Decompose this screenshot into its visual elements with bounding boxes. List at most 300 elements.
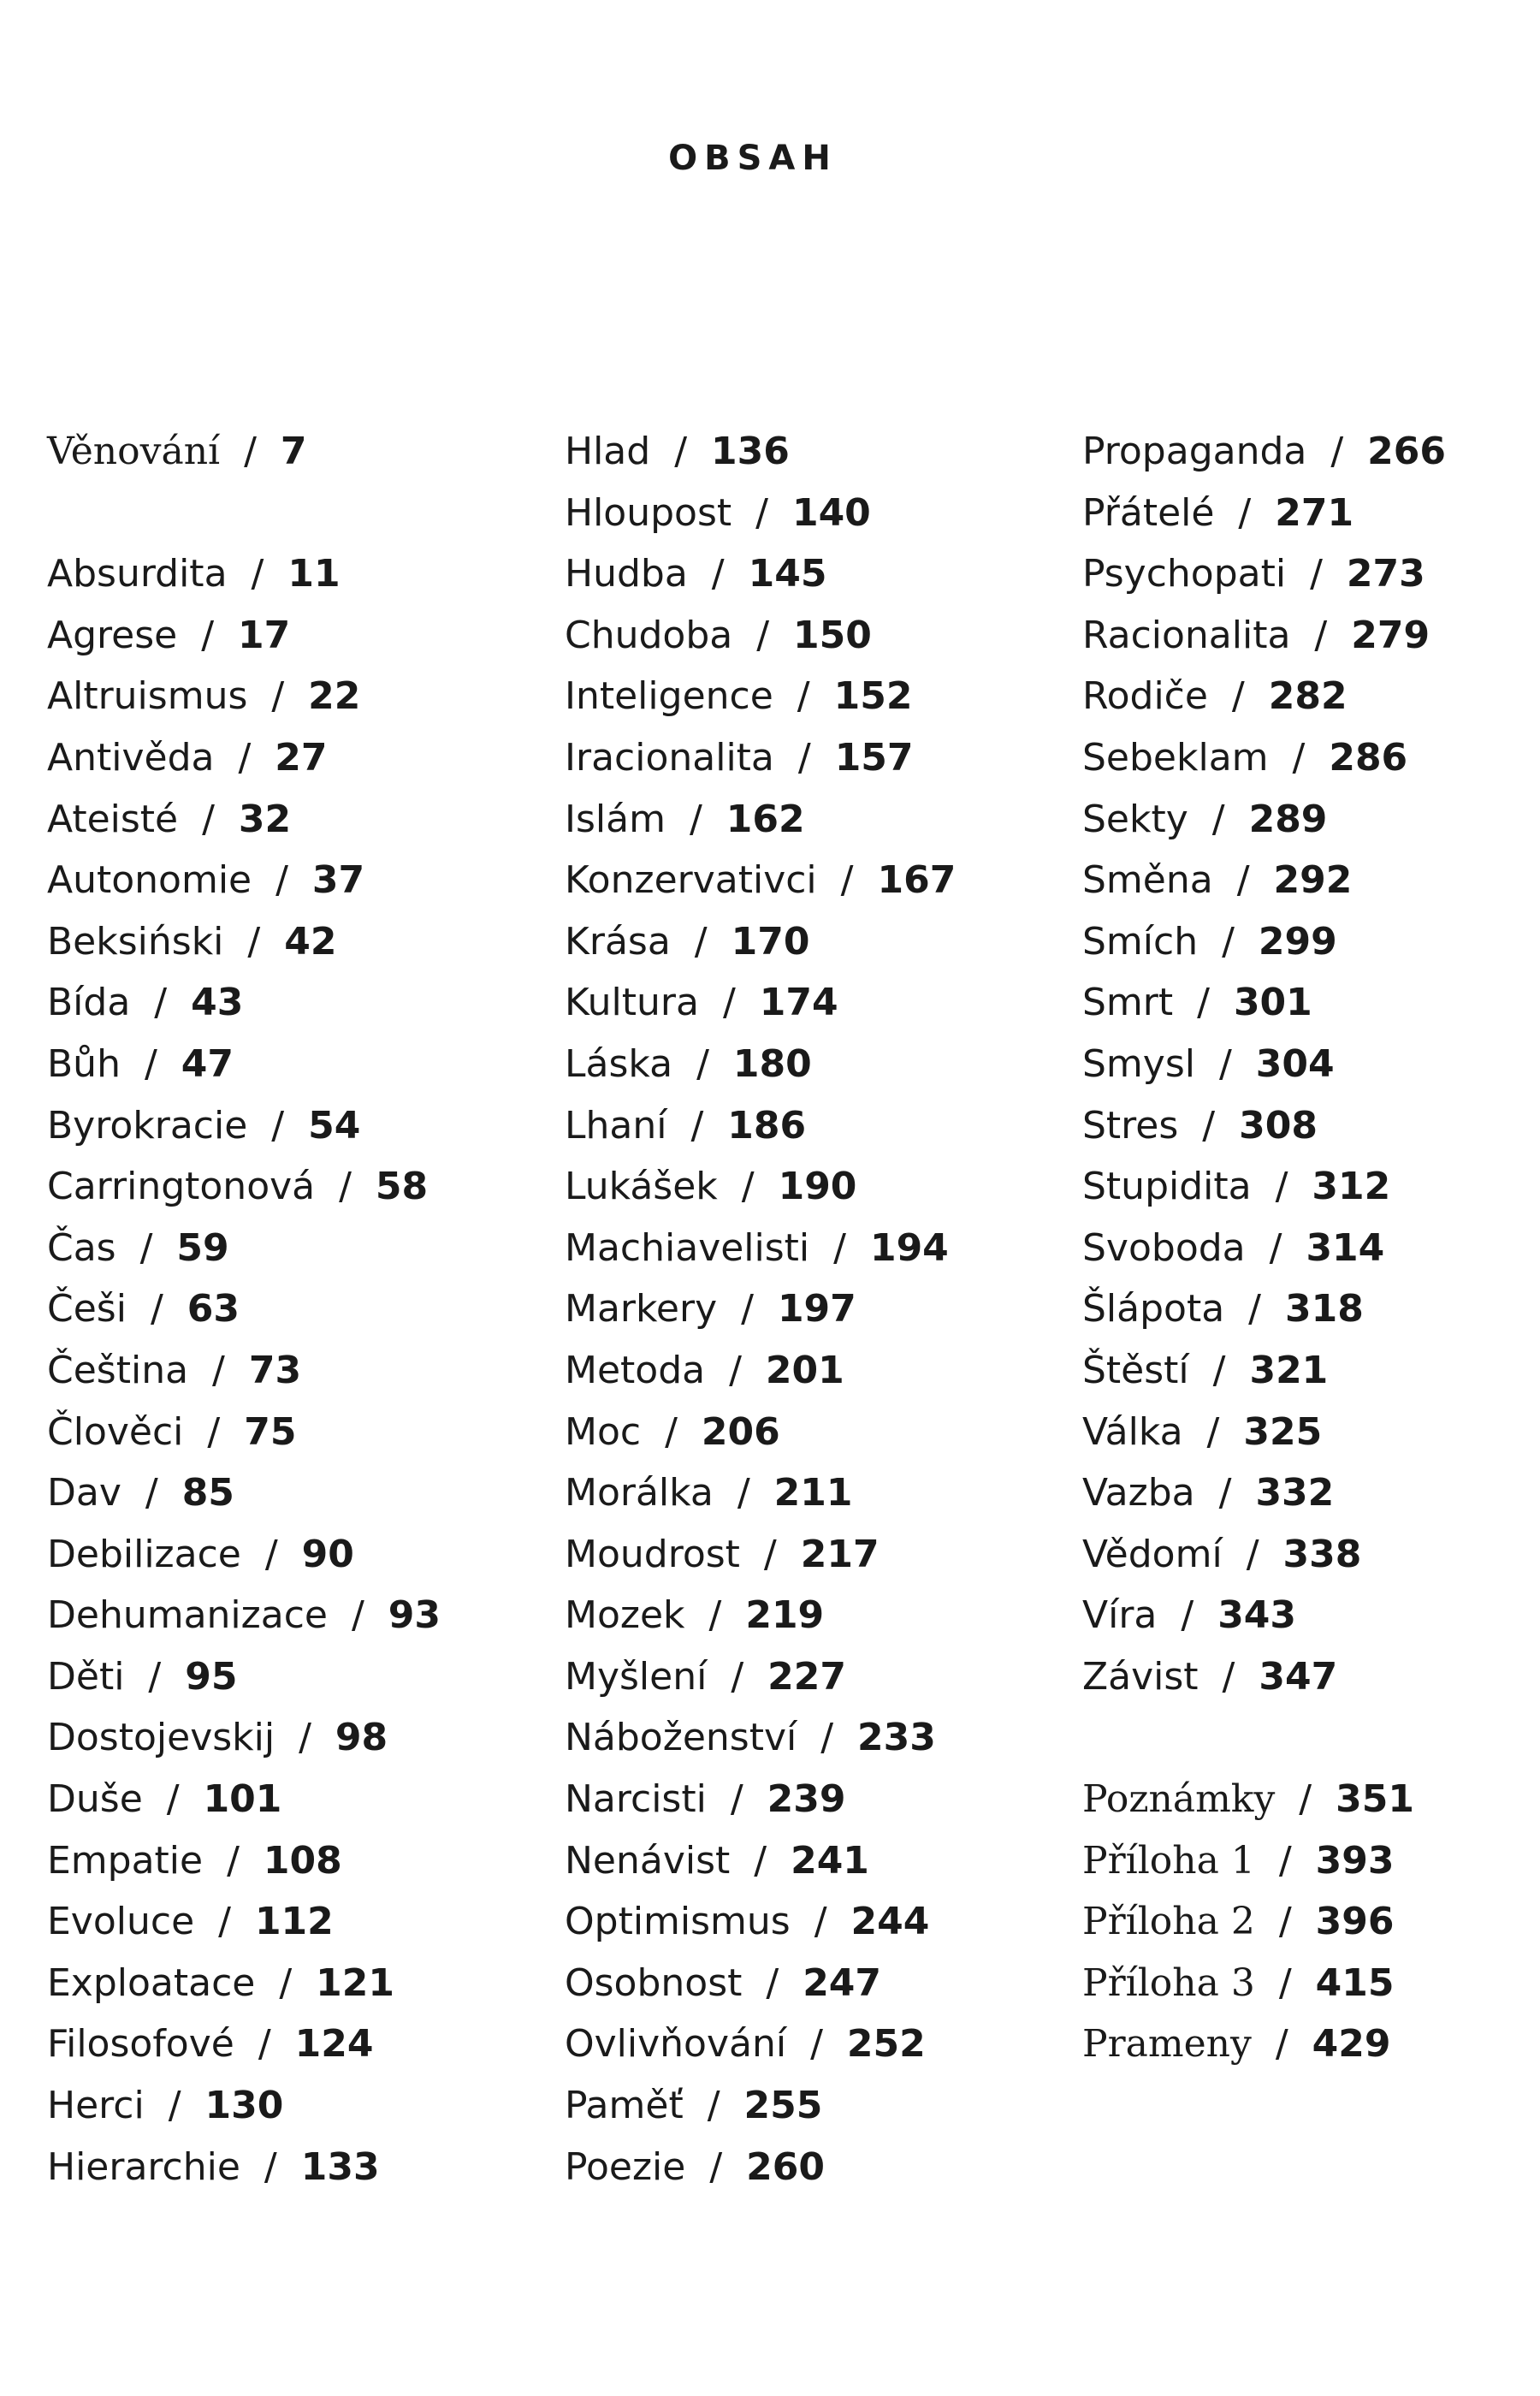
toc-column-3 bbox=[1082, 421, 1446, 2075]
toc-entry-label: Stres bbox=[1082, 1103, 1179, 1148]
toc-entry-page-number: 312 bbox=[1312, 1165, 1391, 1209]
toc-entry-separator: / bbox=[1314, 613, 1328, 657]
toc-entry-page-number: 59 bbox=[176, 1225, 229, 1270]
toc-entry-page-number: 247 bbox=[803, 1960, 882, 2005]
toc-entry[interactable] bbox=[47, 1891, 441, 1953]
toc-entry-separator: / bbox=[247, 919, 261, 964]
toc-entry-label: Příloha 3 bbox=[1082, 1960, 1255, 2005]
toc-entry-label: Kultura bbox=[565, 981, 699, 1025]
toc-entry-separator: / bbox=[810, 2022, 823, 2067]
toc-entry-label: Válka bbox=[1082, 1409, 1183, 1454]
toc-entry[interactable] bbox=[47, 1095, 441, 1157]
toc-entry[interactable] bbox=[1082, 1891, 1446, 1953]
toc-entry-page-number: 63 bbox=[187, 1287, 240, 1331]
toc-entry-page-number: 211 bbox=[773, 1471, 853, 1515]
toc-entry-page-number: 271 bbox=[1275, 490, 1354, 535]
toc-entry[interactable] bbox=[1082, 1278, 1446, 1340]
toc-entry-separator: / bbox=[708, 1593, 722, 1638]
toc-entry[interactable] bbox=[565, 666, 956, 727]
toc-entry-label: Lukášek bbox=[565, 1165, 718, 1209]
toc-entry-label: Hierarchie bbox=[47, 2144, 240, 2189]
toc-entry[interactable] bbox=[47, 789, 441, 851]
toc-entry-separator: / bbox=[207, 1409, 221, 1454]
toc-entry[interactable] bbox=[1082, 421, 1446, 483]
toc-entry[interactable] bbox=[1082, 543, 1446, 605]
toc-entry-separator: / bbox=[1330, 430, 1344, 473]
toc-entry[interactable] bbox=[1082, 1340, 1446, 1402]
toc-entry-label: Dehumanizace bbox=[47, 1593, 328, 1638]
toc-entry-label: Markery bbox=[565, 1287, 718, 1331]
toc-entry-page-number: 415 bbox=[1315, 1960, 1395, 2005]
toc-entry-separator: / bbox=[1212, 1348, 1226, 1392]
toc-entry[interactable] bbox=[565, 1769, 956, 1830]
toc-entry-separator: / bbox=[689, 797, 702, 841]
toc-entry[interactable] bbox=[47, 1034, 441, 1095]
toc-entry-label: Hudba bbox=[565, 552, 688, 596]
toc-entry-page-number: 43 bbox=[191, 981, 244, 1025]
toc-entry-page-number: 11 bbox=[287, 552, 341, 596]
toc-entry[interactable] bbox=[47, 2137, 441, 2198]
toc-entry-page-number: 255 bbox=[743, 2084, 823, 2128]
toc-entry[interactable] bbox=[565, 911, 956, 973]
toc-entry-separator: / bbox=[1292, 735, 1306, 780]
toc-entry-separator: / bbox=[1218, 1471, 1232, 1515]
toc-entry-label: Islám bbox=[565, 797, 666, 841]
toc-entry-separator: / bbox=[741, 1165, 755, 1209]
toc-entry-page-number: 112 bbox=[254, 1900, 334, 1944]
toc-entry[interactable] bbox=[565, 1218, 956, 1279]
toc-entry-page-number: 299 bbox=[1258, 919, 1337, 964]
toc-entry-label: Sekty bbox=[1082, 797, 1188, 841]
toc-entry-label: Racionalita bbox=[1082, 613, 1291, 657]
toc-entry-label: Psychopati bbox=[1082, 552, 1287, 596]
toc-entry-page-number: 301 bbox=[1233, 981, 1312, 1025]
toc-entry[interactable] bbox=[565, 1278, 956, 1340]
toc-entry-label: Machiavelisti bbox=[565, 1225, 810, 1270]
toc-entry-page-number: 393 bbox=[1315, 1838, 1395, 1883]
toc-entry-separator: / bbox=[694, 919, 708, 964]
toc-entry[interactable] bbox=[565, 2137, 956, 2198]
toc-entry-label: Stupidita bbox=[1082, 1165, 1252, 1209]
toc-entry[interactable] bbox=[565, 1585, 956, 1646]
toc-entry[interactable] bbox=[565, 1830, 956, 1892]
toc-entry-page-number: 308 bbox=[1239, 1103, 1318, 1148]
toc-entry-label: Filosofové bbox=[47, 2022, 234, 2067]
toc-entry-label: Smysl bbox=[1082, 1041, 1195, 1086]
toc-entry-page-number: 206 bbox=[701, 1409, 780, 1454]
toc-entry-label: Sebeklam bbox=[1082, 735, 1269, 780]
toc-entry-page-number: 95 bbox=[185, 1654, 238, 1699]
toc-entry-label: Věnování bbox=[47, 430, 221, 473]
toc-entry[interactable] bbox=[47, 850, 441, 911]
toc-entry[interactable] bbox=[1082, 2013, 1446, 2075]
toc-entry[interactable] bbox=[47, 1524, 441, 1586]
toc-entry-label: Vazba bbox=[1082, 1471, 1195, 1515]
toc-entry-page-number: 124 bbox=[294, 2022, 374, 2067]
toc-entry-separator: / bbox=[227, 1838, 240, 1883]
toc-entry-separator: / bbox=[1275, 1165, 1288, 1209]
toc-entry[interactable] bbox=[565, 727, 956, 789]
toc-entry-label: Čas bbox=[47, 1225, 116, 1270]
toc-entry-page-number: 289 bbox=[1248, 797, 1328, 841]
toc-entry-label: Poznámky bbox=[1082, 1777, 1276, 1822]
toc-entry-page-number: 241 bbox=[791, 1838, 869, 1883]
toc-entry-page-number: 150 bbox=[793, 613, 872, 657]
toc-entry-label: Hlad bbox=[565, 430, 651, 473]
toc-entry-page-number: 7 bbox=[280, 430, 307, 473]
toc-entry-label: Hloupost bbox=[565, 490, 732, 535]
toc-entry[interactable] bbox=[1082, 1095, 1446, 1157]
toc-entry-separator: / bbox=[1269, 1225, 1282, 1270]
toc-entry-page-number: 108 bbox=[263, 1838, 342, 1883]
toc-entry-page-number: 32 bbox=[238, 797, 292, 841]
toc-entry[interactable] bbox=[1082, 727, 1446, 789]
toc-entry-label: Autonomie bbox=[47, 858, 252, 903]
toc-entry-label: Paměť bbox=[565, 2084, 684, 2128]
toc-entry[interactable] bbox=[1082, 911, 1446, 973]
toc-entry-page-number: 186 bbox=[727, 1103, 807, 1148]
toc-entry-page-number: 282 bbox=[1268, 674, 1348, 719]
toc-entry-page-number: 292 bbox=[1273, 858, 1353, 903]
toc-entry-page-number: 152 bbox=[833, 674, 913, 719]
toc-entry-separator: / bbox=[351, 1593, 364, 1638]
toc-entry-page-number: 343 bbox=[1217, 1593, 1297, 1638]
toc-entry-label: Exploatace bbox=[47, 1960, 256, 2005]
toc-entry-separator: / bbox=[763, 1532, 777, 1576]
toc-entry-separator: / bbox=[1231, 674, 1245, 719]
toc-entry-label: Metoda bbox=[565, 1348, 706, 1392]
toc-entry-page-number: 121 bbox=[316, 1960, 395, 2005]
toc-entry-label: Byrokracie bbox=[47, 1103, 248, 1148]
toc-entry-page-number: 174 bbox=[759, 981, 838, 1025]
toc-entry-page-number: 27 bbox=[275, 735, 328, 780]
toc-entry[interactable] bbox=[1082, 666, 1446, 727]
toc-entry-label: Mozek bbox=[565, 1593, 685, 1638]
toc-entry-separator: / bbox=[271, 1103, 285, 1148]
toc-entry-separator: / bbox=[1202, 1103, 1216, 1148]
toc-entry[interactable] bbox=[1082, 850, 1446, 911]
toc-entry-separator: / bbox=[1275, 2022, 1288, 2067]
toc-entry[interactable] bbox=[565, 1095, 956, 1157]
toc-entry-page-number: 260 bbox=[746, 2144, 826, 2189]
toc-entry-label: Osobnost bbox=[565, 1960, 743, 2005]
toc-entry-separator: / bbox=[1278, 1960, 1292, 2005]
toc-entry-separator: / bbox=[218, 1900, 231, 1944]
toc-entry-page-number: 42 bbox=[284, 919, 337, 964]
toc-entry[interactable] bbox=[565, 972, 956, 1034]
toc-entry-label: Rodiče bbox=[1082, 674, 1208, 719]
toc-column-2 bbox=[565, 421, 956, 2197]
toc-entry[interactable] bbox=[565, 1462, 956, 1524]
toc-entry-page-number: 197 bbox=[777, 1287, 856, 1331]
toc-entry-label: Morálka bbox=[565, 1471, 714, 1515]
toc-entry-separator: / bbox=[707, 2084, 720, 2128]
toc-entry-page-number: 252 bbox=[846, 2022, 926, 2067]
toc-entry-separator: / bbox=[168, 2084, 181, 2128]
toc-entry-page-number: 140 bbox=[791, 490, 871, 535]
toc-entry-page-number: 73 bbox=[248, 1348, 302, 1392]
toc-entry-label: Herci bbox=[47, 2084, 145, 2128]
toc-entry[interactable] bbox=[565, 789, 956, 851]
toc-entry-page-number: 157 bbox=[834, 735, 914, 780]
toc-entry-label: Konzervativci bbox=[565, 858, 817, 903]
toc-entry-label: Šlápota bbox=[1082, 1287, 1225, 1331]
toc-entry[interactable] bbox=[47, 727, 441, 789]
toc-entry-separator: / bbox=[251, 552, 264, 596]
toc-entry-page-number: 429 bbox=[1312, 2022, 1391, 2067]
toc-entry-page-number: 90 bbox=[301, 1532, 354, 1576]
toc-entry-separator: / bbox=[1236, 858, 1250, 903]
toc-entry-label: Smích bbox=[1082, 919, 1199, 964]
toc-entry-separator: / bbox=[722, 981, 736, 1025]
toc-entry[interactable] bbox=[47, 1953, 441, 2014]
toc-entry[interactable] bbox=[47, 972, 441, 1034]
toc-entry-separator: / bbox=[1248, 1287, 1261, 1331]
toc-entry-separator: / bbox=[244, 430, 257, 473]
toc-entry-page-number: 314 bbox=[1306, 1225, 1385, 1270]
toc-entry-page-number: 279 bbox=[1351, 613, 1430, 657]
toc-entry-page-number: 351 bbox=[1336, 1777, 1414, 1822]
toc-entry-label: Chudoba bbox=[565, 613, 733, 657]
toc-entry-page-number: 194 bbox=[869, 1225, 949, 1270]
toc-entry[interactable] bbox=[47, 666, 441, 727]
toc-entry-label: Absurdita bbox=[47, 552, 228, 596]
toc-entry-page-number: 101 bbox=[203, 1777, 282, 1822]
toc-entry-page-number: 130 bbox=[204, 2084, 284, 2128]
toc-entry[interactable] bbox=[47, 421, 441, 483]
toc-entry-label: Poezie bbox=[565, 2144, 686, 2189]
toc-entry-separator: / bbox=[674, 430, 688, 473]
toc-entry[interactable] bbox=[1082, 1524, 1446, 1586]
toc-entry-label: Propaganda bbox=[1082, 430, 1307, 473]
toc-entry[interactable] bbox=[565, 1034, 956, 1095]
toc-entry-separator: / bbox=[154, 981, 168, 1025]
toc-entry[interactable] bbox=[47, 1646, 441, 1708]
toc-entry-page-number: 304 bbox=[1255, 1041, 1335, 1086]
toc-entry-label: Nenávist bbox=[565, 1838, 731, 1883]
toc-entry-separator: / bbox=[1310, 552, 1323, 596]
toc-entry-label: Beksiński bbox=[47, 919, 224, 964]
toc-entry-separator: / bbox=[833, 1225, 846, 1270]
toc-entry[interactable] bbox=[47, 605, 441, 667]
toc-entry-label: Člověci bbox=[47, 1409, 184, 1454]
toc-entry-page-number: 180 bbox=[732, 1041, 812, 1086]
toc-entry-separator: / bbox=[279, 1960, 293, 2005]
toc-entry[interactable] bbox=[565, 2075, 956, 2137]
toc-entry-separator: / bbox=[1246, 1532, 1259, 1576]
toc-entry[interactable] bbox=[1082, 1156, 1446, 1218]
toc-entry-label: Inteligence bbox=[565, 674, 773, 719]
toc-entry-separator: / bbox=[766, 1960, 779, 2005]
toc-entry-page-number: 266 bbox=[1367, 430, 1447, 473]
toc-entry-label: Děti bbox=[47, 1654, 125, 1699]
toc-entry[interactable] bbox=[47, 543, 441, 605]
toc-entry-separator: / bbox=[201, 613, 215, 657]
toc-entry-separator: / bbox=[275, 858, 288, 903]
toc-entry-separator: / bbox=[709, 2144, 723, 2189]
toc-entry[interactable] bbox=[47, 1278, 441, 1340]
toc-entry-label: Ateisté bbox=[47, 797, 179, 841]
toc-entry[interactable] bbox=[1082, 1218, 1446, 1279]
toc-entry-page-number: 347 bbox=[1259, 1654, 1338, 1699]
toc-entry-separator: / bbox=[148, 1654, 162, 1699]
toc-entry-label: Duše bbox=[47, 1777, 143, 1822]
toc-entry-separator: / bbox=[299, 1716, 311, 1760]
toc-entry-page-number: 233 bbox=[857, 1716, 936, 1760]
toc-entry-page-number: 273 bbox=[1346, 552, 1425, 596]
toc-entry-page-number: 58 bbox=[375, 1165, 429, 1209]
toc-entry-separator: / bbox=[756, 613, 770, 657]
toc-entry-page-number: 217 bbox=[800, 1532, 880, 1576]
toc-entry[interactable] bbox=[565, 1402, 956, 1463]
toc-entry[interactable] bbox=[47, 1156, 441, 1218]
toc-entry-page-number: 75 bbox=[244, 1409, 297, 1454]
toc-entry[interactable] bbox=[565, 1156, 956, 1218]
toc-entry-page-number: 325 bbox=[1243, 1409, 1323, 1454]
toc-entry-separator: / bbox=[729, 1348, 742, 1392]
toc-entry-page-number: 170 bbox=[731, 919, 810, 964]
toc-entry[interactable] bbox=[47, 1707, 441, 1769]
toc-entry-separator: / bbox=[840, 858, 854, 903]
toc-entry-label: Carringtonová bbox=[47, 1165, 316, 1209]
toc-entry[interactable] bbox=[565, 421, 956, 483]
toc-entry-page-number: 136 bbox=[711, 430, 790, 473]
toc-entry-page-number: 37 bbox=[311, 858, 365, 903]
toc-entry-separator: / bbox=[166, 1777, 180, 1822]
toc-entry[interactable] bbox=[565, 1524, 956, 1586]
toc-entry-page-number: 244 bbox=[850, 1900, 930, 1944]
toc-entry-separator: / bbox=[139, 1225, 153, 1270]
toc-entry-label: Moudrost bbox=[565, 1532, 740, 1576]
toc-entry-separator: / bbox=[264, 2144, 277, 2189]
toc-entry[interactable] bbox=[1082, 1830, 1446, 1892]
toc-spacer bbox=[1082, 1707, 1446, 1769]
toc-entry[interactable] bbox=[565, 605, 956, 667]
toc-entry-page-number: 47 bbox=[181, 1041, 234, 1086]
toc-entry[interactable] bbox=[1082, 972, 1446, 1034]
toc-entry[interactable] bbox=[47, 911, 441, 973]
toc-entry[interactable] bbox=[565, 1340, 956, 1402]
toc-entry-separator: / bbox=[690, 1103, 704, 1148]
toc-entry-separator: / bbox=[1211, 797, 1225, 841]
toc-entry[interactable] bbox=[565, 2013, 956, 2075]
toc-entry[interactable] bbox=[565, 1646, 956, 1708]
toc-entry-separator: / bbox=[1278, 1900, 1292, 1944]
toc-entry-label: Iracionalita bbox=[565, 735, 774, 780]
toc-entry-page-number: 22 bbox=[308, 674, 361, 719]
toc-entry[interactable] bbox=[1082, 483, 1446, 544]
toc-entry[interactable] bbox=[565, 543, 956, 605]
toc-entry-page-number: 318 bbox=[1284, 1287, 1364, 1331]
toc-entry-page-number: 98 bbox=[335, 1716, 388, 1760]
toc-entry-label: Debilizace bbox=[47, 1532, 241, 1576]
toc-entry[interactable] bbox=[1082, 1769, 1446, 1830]
toc-entry-label: Vědomí bbox=[1082, 1532, 1223, 1576]
toc-entry-separator: / bbox=[731, 1654, 744, 1699]
toc-entry[interactable] bbox=[47, 1340, 441, 1402]
toc-entry-label: Lhaní bbox=[565, 1103, 667, 1148]
toc-entry-separator: / bbox=[1181, 1593, 1194, 1638]
toc-entry[interactable] bbox=[1082, 1462, 1446, 1524]
toc-entry-page-number: 145 bbox=[748, 552, 827, 596]
toc-entry-page-number: 321 bbox=[1249, 1348, 1329, 1392]
toc-entry-separator: / bbox=[271, 674, 285, 719]
toc-entry[interactable] bbox=[1082, 1953, 1446, 2014]
toc-entry-label: Víra bbox=[1082, 1593, 1158, 1638]
toc-entry-separator: / bbox=[741, 1287, 754, 1331]
toc-entry[interactable] bbox=[1082, 1646, 1446, 1708]
toc-entry-label: Náboženství bbox=[565, 1716, 797, 1760]
toc-entry-separator: / bbox=[730, 1777, 743, 1822]
toc-entry[interactable] bbox=[565, 850, 956, 911]
toc-entry-label: Myšlení bbox=[565, 1654, 708, 1699]
toc-entry[interactable] bbox=[1082, 1402, 1446, 1463]
toc-entry-label: Svoboda bbox=[1082, 1225, 1246, 1270]
toc-entry-separator: / bbox=[814, 1900, 827, 1944]
toc-entry[interactable] bbox=[47, 1462, 441, 1524]
toc-entry-page-number: 190 bbox=[778, 1165, 857, 1209]
toc-entry[interactable] bbox=[565, 1953, 956, 2014]
toc-entry-label: Láska bbox=[565, 1041, 673, 1086]
toc-entry-label: Optimismus bbox=[565, 1900, 791, 1944]
toc-entry[interactable] bbox=[47, 1402, 441, 1463]
toc-entry-label: Štěstí bbox=[1082, 1348, 1189, 1392]
toc-entry-page-number: 396 bbox=[1315, 1900, 1395, 1944]
toc-entry[interactable] bbox=[1082, 605, 1446, 667]
toc-entry[interactable] bbox=[565, 1707, 956, 1769]
toc-entry-separator: / bbox=[144, 1041, 157, 1086]
toc-entry-separator: / bbox=[212, 1348, 225, 1392]
toc-entry-separator: / bbox=[797, 735, 811, 780]
toc-entry-separator: / bbox=[1238, 490, 1252, 535]
toc-entry[interactable] bbox=[565, 1891, 956, 1953]
toc-entry[interactable] bbox=[47, 2013, 441, 2075]
toc-entry-label: Bůh bbox=[47, 1041, 121, 1086]
toc-entry-separator: / bbox=[1222, 919, 1235, 964]
toc-entry[interactable] bbox=[1082, 1585, 1446, 1646]
toc-entry-label: Bída bbox=[47, 981, 131, 1025]
toc-entry[interactable] bbox=[1082, 1034, 1446, 1095]
toc-entry[interactable] bbox=[47, 1585, 441, 1646]
toc-entry-page-number: 93 bbox=[388, 1593, 441, 1638]
toc-entry-label: Agrese bbox=[47, 613, 178, 657]
toc-entry-separator: / bbox=[737, 1471, 750, 1515]
toc-entry-separator: / bbox=[1222, 1654, 1235, 1699]
toc-entry-label: Altruismus bbox=[47, 674, 248, 719]
page-title: OBSAH bbox=[668, 139, 838, 178]
toc-entry[interactable] bbox=[47, 1830, 441, 1892]
toc-entry-separator: / bbox=[820, 1716, 834, 1760]
toc-column-1 bbox=[47, 421, 441, 2197]
toc-entry[interactable] bbox=[47, 1769, 441, 1830]
toc-entry-label: Empatie bbox=[47, 1838, 204, 1883]
toc-entry-page-number: 17 bbox=[238, 613, 291, 657]
toc-entry-separator: / bbox=[145, 1471, 158, 1515]
toc-entry[interactable] bbox=[47, 2075, 441, 2137]
toc-entry-separator: / bbox=[150, 1287, 163, 1331]
toc-entry[interactable] bbox=[1082, 789, 1446, 851]
toc-entry-separator: / bbox=[755, 490, 768, 535]
toc-entry[interactable] bbox=[565, 483, 956, 544]
toc-entry-page-number: 162 bbox=[726, 797, 805, 841]
toc-entry-label: Závist bbox=[1082, 1654, 1199, 1699]
toc-entry[interactable] bbox=[47, 1218, 441, 1279]
toc-entry-separator: / bbox=[665, 1409, 678, 1454]
toc-spacer bbox=[47, 483, 441, 544]
toc-entry-label: Moc bbox=[565, 1409, 642, 1454]
toc-entry-label: Směna bbox=[1082, 858, 1213, 903]
toc-entry-label: Příloha 2 bbox=[1082, 1900, 1255, 1944]
